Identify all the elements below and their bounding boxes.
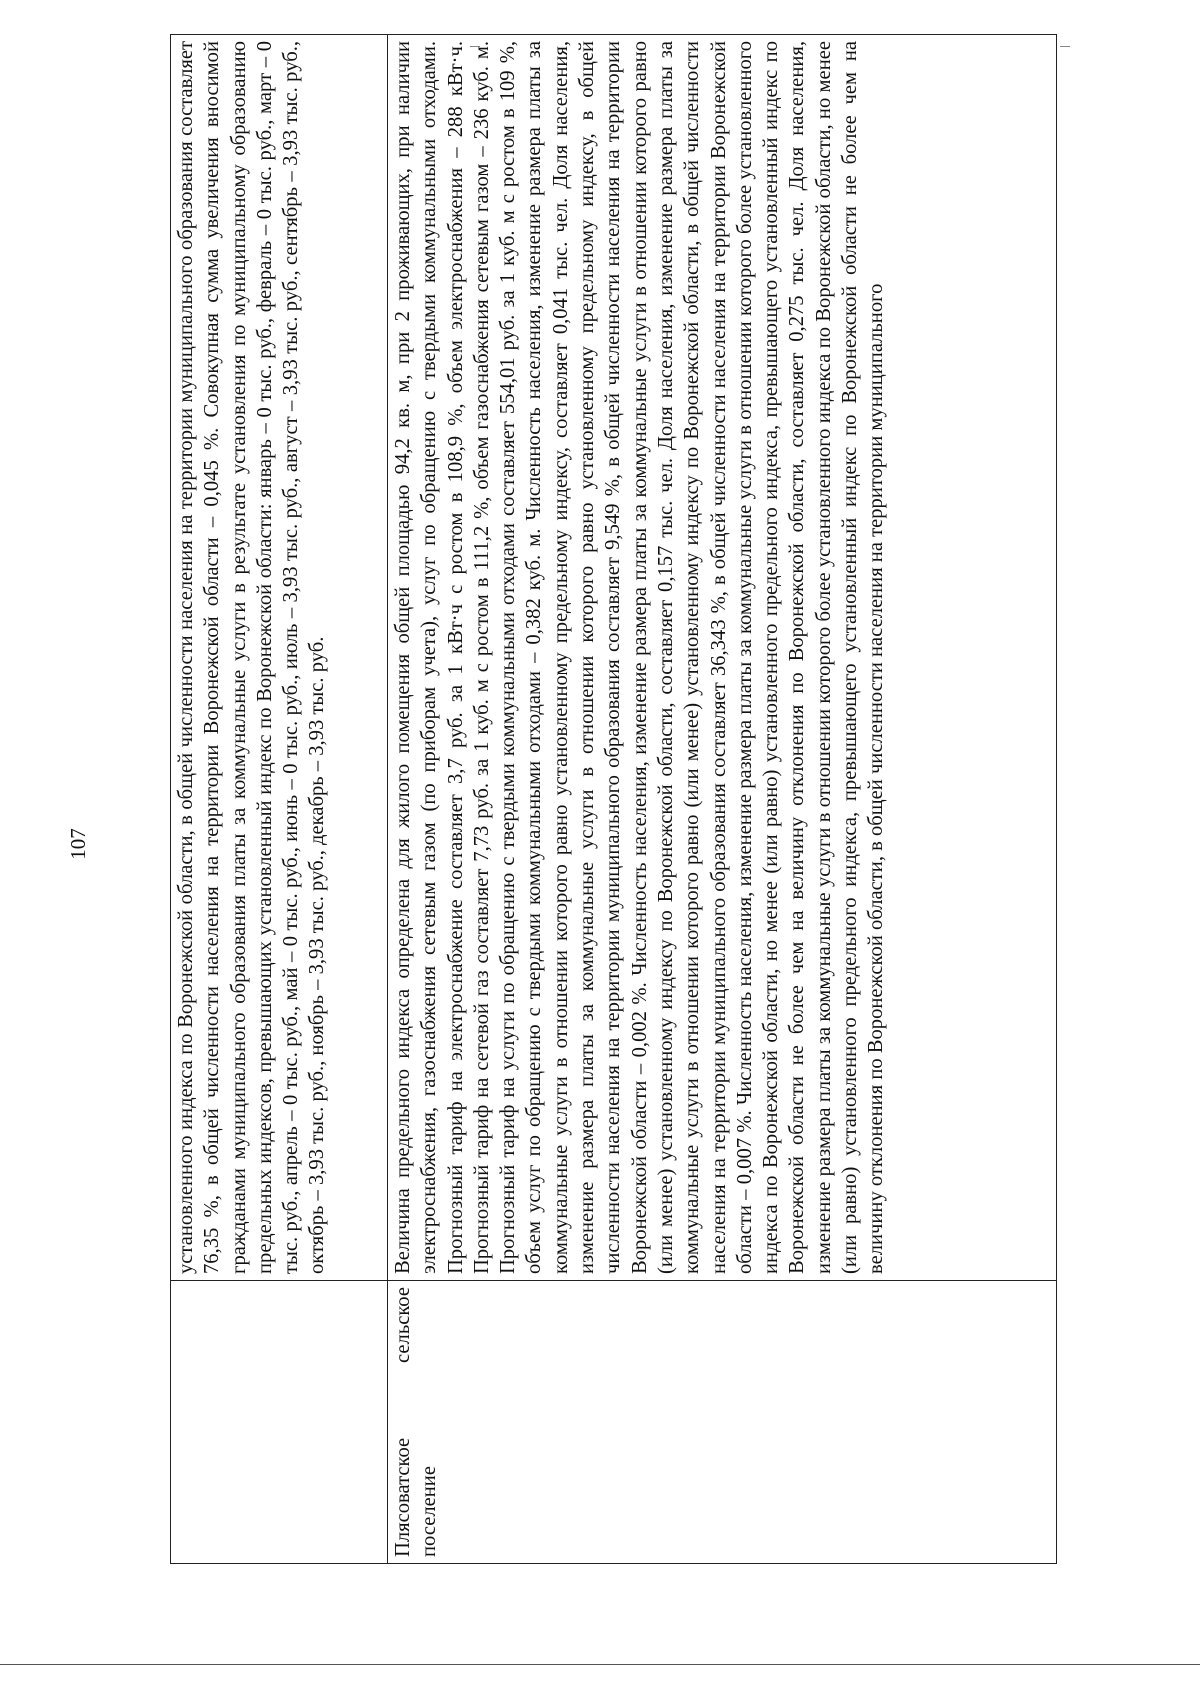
table-row: [171, 35, 388, 1564]
settlement-name-cell: [171, 1281, 388, 1564]
description-cell: Величина предельного индекса определена для жилого помещения общей площадью 94,2 кв. м, при 2 проживающих, при наличии электроснабжения, газоснабжения сетевым газом (по приборам учета), услуг по обращению с твердыми коммунальными отходами. Прогнозный тариф на электроснабжение составляет 3,7 руб. за 1 кВт·ч с ростом в 108,9 %, объем электроснабжения – 288 кВт·ч. Прогнозный тариф на сетевой газ составляет 7,73 руб. за 1 куб. м с ростом в 111,2 %, объем газоснабжения сетевым газом – 236 куб. м. Прогнозный тариф на услуги по обращению с твердыми коммунальными отходами составляет 554,01 руб. за 1 куб. м с ростом в 109 %, объем услуг по обращению с твердыми коммунальными отходами – 0,382 куб. м. Численность населения, изменение размера платы за коммунальные услуги в отношении которого равно установленному предельному индексу, составляет 0,041 тыс. чел. Доля населения, изменение размера платы за коммунальные услуги в отношении которого равно установленному предельному индексу, в общей численности населения на территории муниципального образования составляет 9,549 %, в общей численности населения на территории Воронежской области – 0,002 %. Численность населения, изменение размера платы за коммунальные услуги в отношении которого равно (или менее) установленному индексу по Воронежской области, составляет 0,157 тыс. чел. Доля населения, изменение размера платы за коммунальные услуги в отношении которого равно (или менее) установленному индексу по Воронежской области, в общей численности населения на территории муниципального образования составляет 36,343 %, в общей численности населения на территории Воронежской области – 0,007 %. Численность населения, изменение размера платы за коммунальные услуги в отношении которого более установленного индекса по Воронежской области, но менее (или равно) установленного предельного индекса, превышающего установленный индекс по Воронежской области не более чем на величину отклонения по Воронежской области, составляет 0,275 тыс. чел. Доля населения, изменение размера платы за коммунальные услуги в отношении которого более установленного индекса по Воронежской области, но менее (или равно) установленного предельного индекса, превышающего установленный индекс по Воронежской области не более чем на величину отклонения по Воронежской области, в общей численности населения на территории муниципального: [388, 35, 1057, 1281]
scan-mark-right: [1060, 46, 1070, 47]
table-container: [170, 34, 1050, 1564]
table-row: [388, 35, 1057, 1564]
page-number: 107: [66, 828, 90, 860]
tariff-index-table: [170, 34, 1057, 1564]
settlement-name-cell: Плясоватское сельское поселение: [388, 1281, 1057, 1564]
description-cell: установленного индекса по Воронежской области, в общей численности населения на территории муниципального образования составляет 76,35 %, в общей численности населения на территории Воронежской области – 0,045 %. Совокупная сумма увеличения вносимой гражданами муниципального образования платы за коммунальные услуги в результате установления по муниципальному образованию предельных индексов, превышающих установленный индекс по Воронежской области: январь – 0 тыс. руб., февраль – 0 тыс. руб., март – 0 тыс. руб., апрель – 0 тыс. руб., май – 0 тыс. руб., июнь – 0 тыс. руб., июль – 3,93 тыс. руб., август – 3,93 тыс. руб., сентябрь – 3,93 тыс. руб., октябрь – 3,93 тыс. руб., ноябрь – 3,93 тыс. руб., декабрь – 3,93 тыс. руб.: [171, 35, 388, 1281]
page-bottom-rule: [0, 1664, 1200, 1665]
